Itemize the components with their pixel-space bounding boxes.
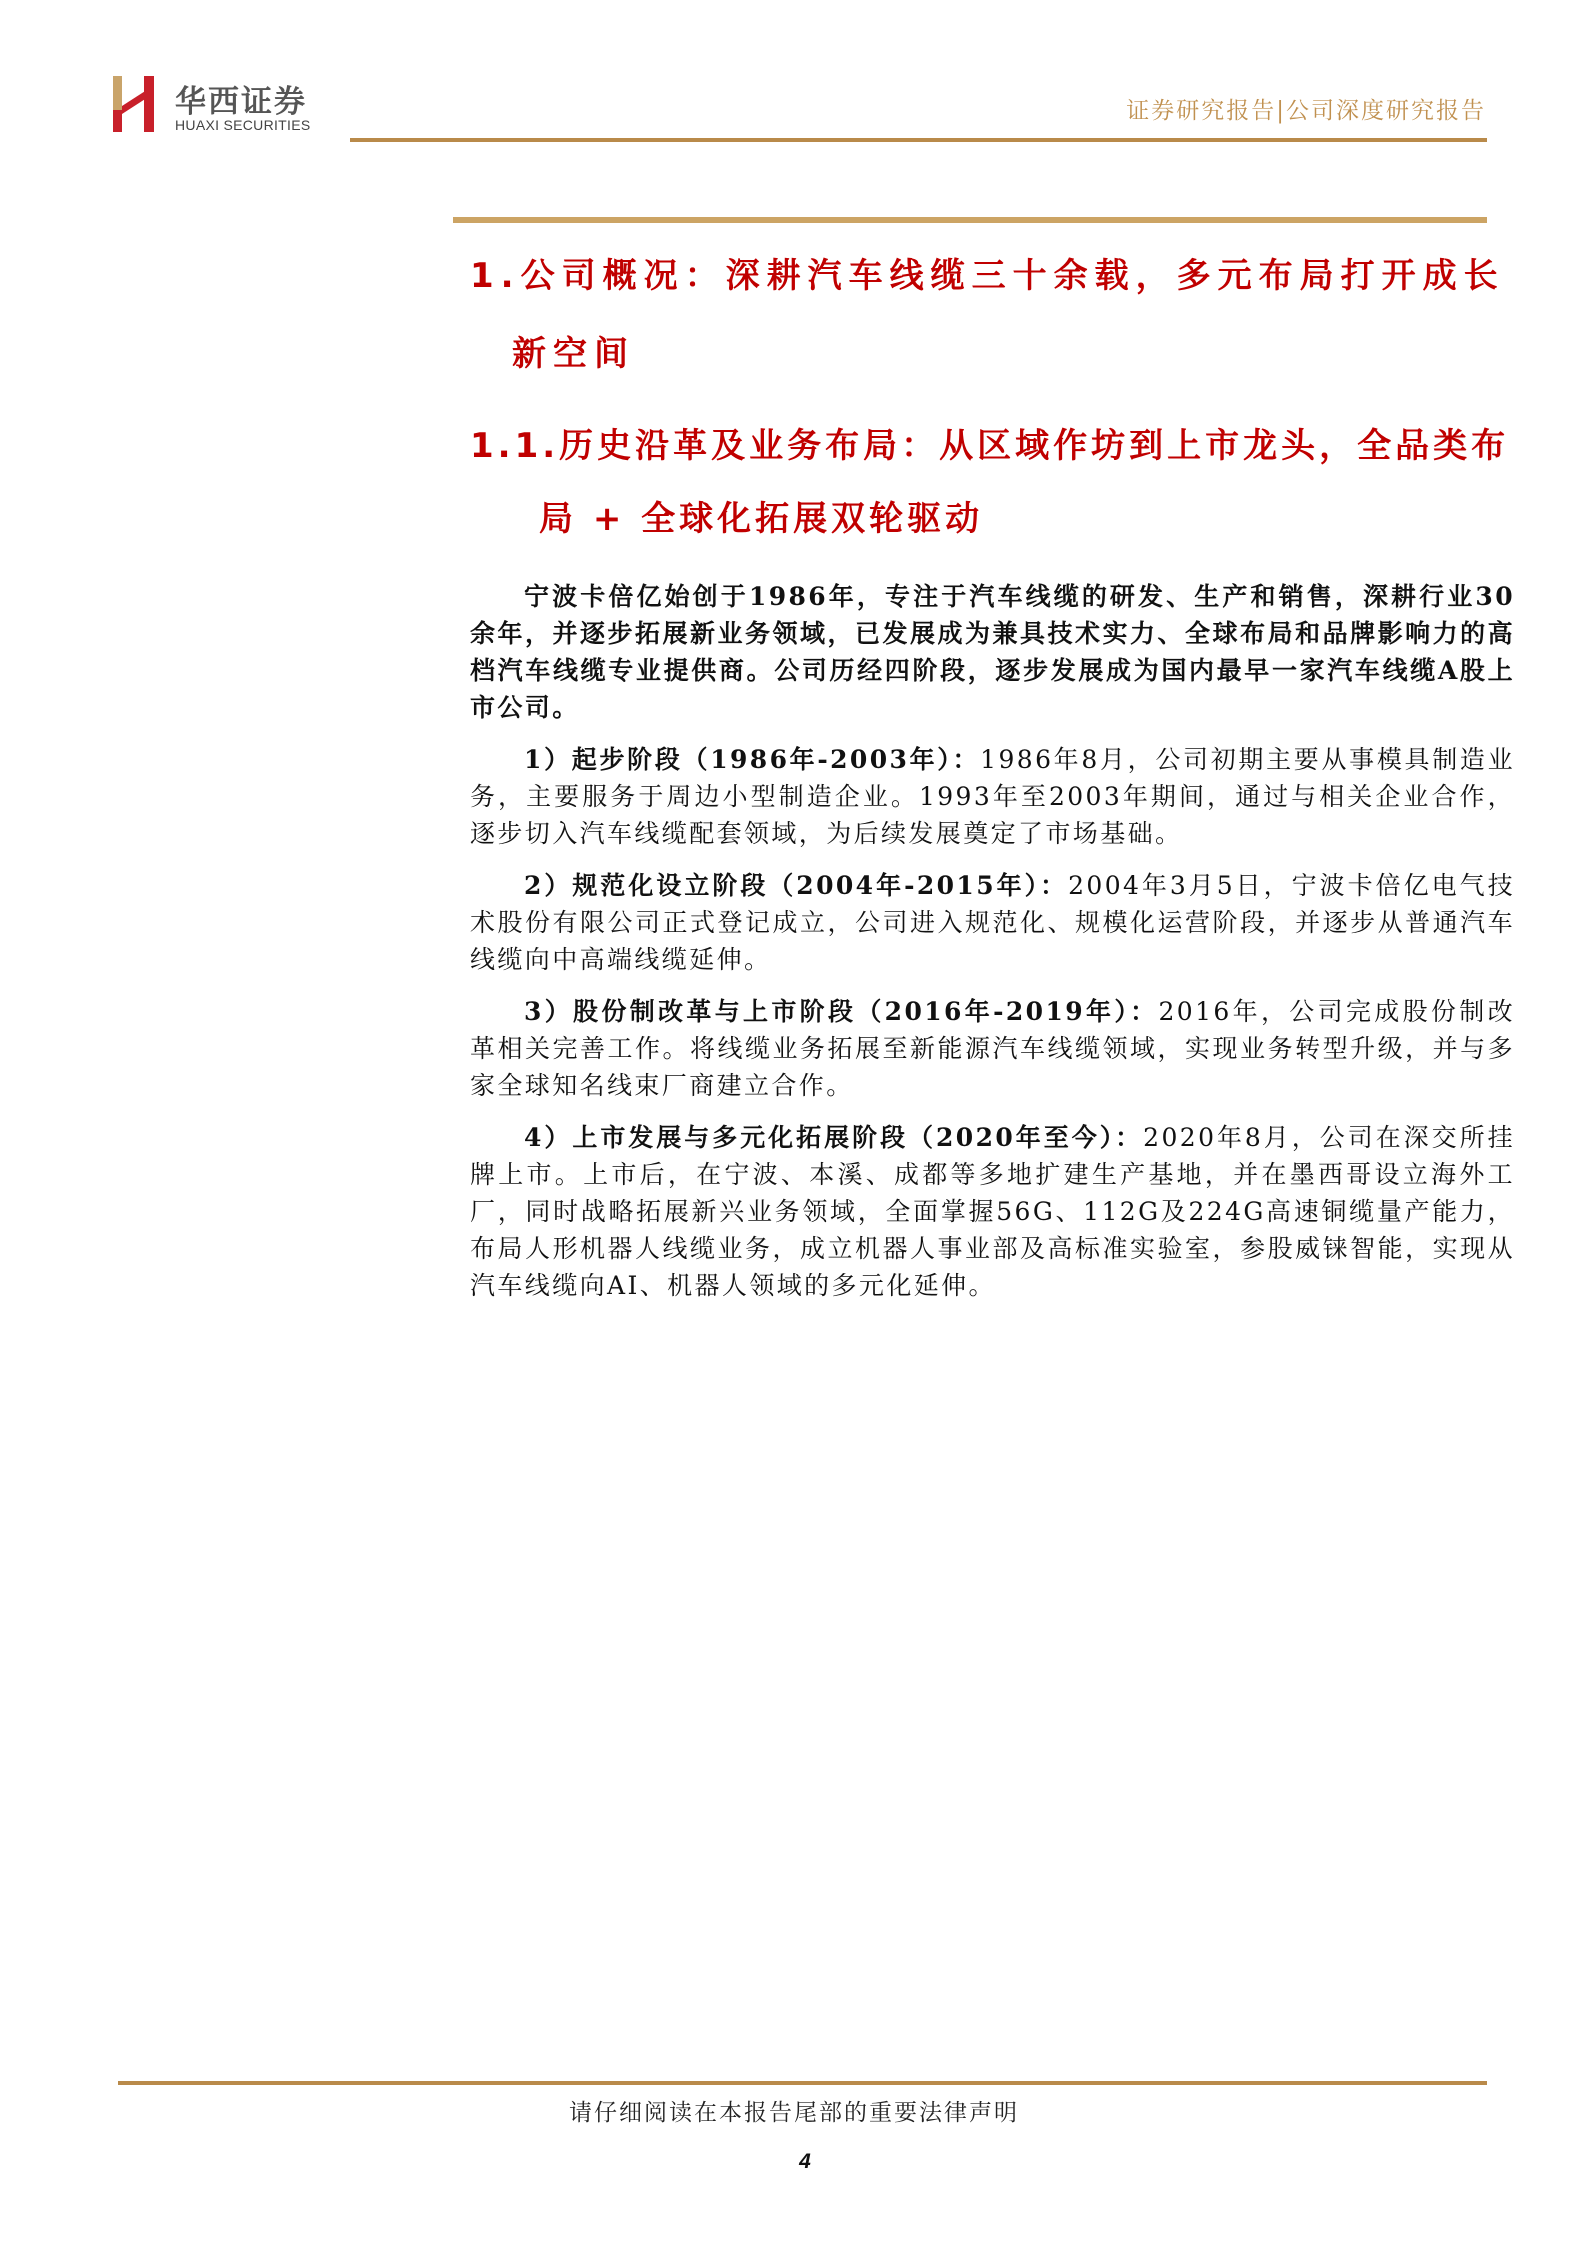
- section-heading-line1: 1.公司概况：深耕汽车线缆三十余载，多元布局打开成长: [470, 256, 1505, 296]
- logo-cn: 华西证券: [175, 84, 307, 120]
- subsection-heading-line2: 局 + 全球化拓展双轮驱动: [539, 499, 984, 539]
- stage-text: 2016年，公司完成股份制改革相关完善工作。将线缆业务拓展至新能源汽车线缆领域，实现业务转型升级，并与多家全球知名线束厂商建立合作。: [470, 997, 1515, 1100]
- huaxi-logo: [113, 76, 323, 136]
- intro-paragraph: [470, 578, 1515, 726]
- stage-title: 1）起步阶段（1986年-2003年）：: [524, 745, 981, 774]
- stage-paragraph: [470, 993, 1515, 1104]
- footer-divider: [118, 2081, 1487, 2085]
- stage-title: 3）股份制改革与上市阶段（2016年-2019年）：: [524, 997, 1159, 1026]
- body-text: [470, 578, 1515, 1319]
- stage-paragraph: [470, 1119, 1515, 1304]
- legal-disclaimer: 请仔细阅读在本报告尾部的重要法律声明: [569, 2100, 1019, 2126]
- page-number: 4: [799, 2150, 811, 2173]
- report-type: 证券研究报告|公司深度研究报告: [1126, 98, 1486, 124]
- section-divider: [453, 217, 1487, 223]
- stage-title: 2）规范化设立阶段（2004年-2015年）：: [524, 871, 1069, 900]
- subsection-heading-line1: 1.1.历史沿革及业务布局：从区域作坊到上市龙头，全品类布: [470, 426, 1510, 466]
- paragraph-text: 宁波卡倍亿始创于1986年，专注于汽车线缆的研发、生产和销售，深耕行业30余年，并逐步拓展新业务领域，已发展成为兼具技术实力、全球布局和品牌影响力的高档汽车线缆专业提供商。公司历经四阶段，逐步发展成为国内最早一家汽车线缆A股上市公司。: [470, 582, 1515, 722]
- stage-text: 1986年8月，公司初期主要从事模具制造业务，主要服务于周边小型制造企业。1993年至2003年期间，通过与相关企业合作，逐步切入汽车线缆配套领域，为后续发展奠定了市场基础。: [470, 745, 1515, 848]
- stage-paragraph: [470, 867, 1515, 978]
- header-divider: [350, 138, 1487, 142]
- logo-en: HUAXI SECURITIES: [175, 117, 311, 133]
- stage-title: 4）上市发展与多元化拓展阶段（2020年至今）：: [524, 1123, 1144, 1152]
- stage-text: 2020年8月，公司在深交所挂牌上市。上市后，在宁波、本溪、成都等多地扩建生产基地，并在墨西哥设立海外工厂，同时战略拓展新兴业务领域，全面掌握56G、112G及224G高速铜缆量产能力，布局人形机器人线缆业务，成立机器人事业部及高标准实验室，参股威铼智能，实现从汽车线缆向AI、机器人领域的多元化延伸。: [470, 1123, 1516, 1300]
- stage-paragraph: [470, 741, 1515, 852]
- logo-h-icon: [113, 76, 161, 132]
- section-heading-line2: 新空间: [512, 334, 635, 374]
- stage-text: 2004年3月5日，宁波卡倍亿电气技术股份有限公司正式登记成立，公司进入规范化、规模化运营阶段，并逐步从普通汽车线缆向中高端线缆延伸。: [470, 871, 1515, 974]
